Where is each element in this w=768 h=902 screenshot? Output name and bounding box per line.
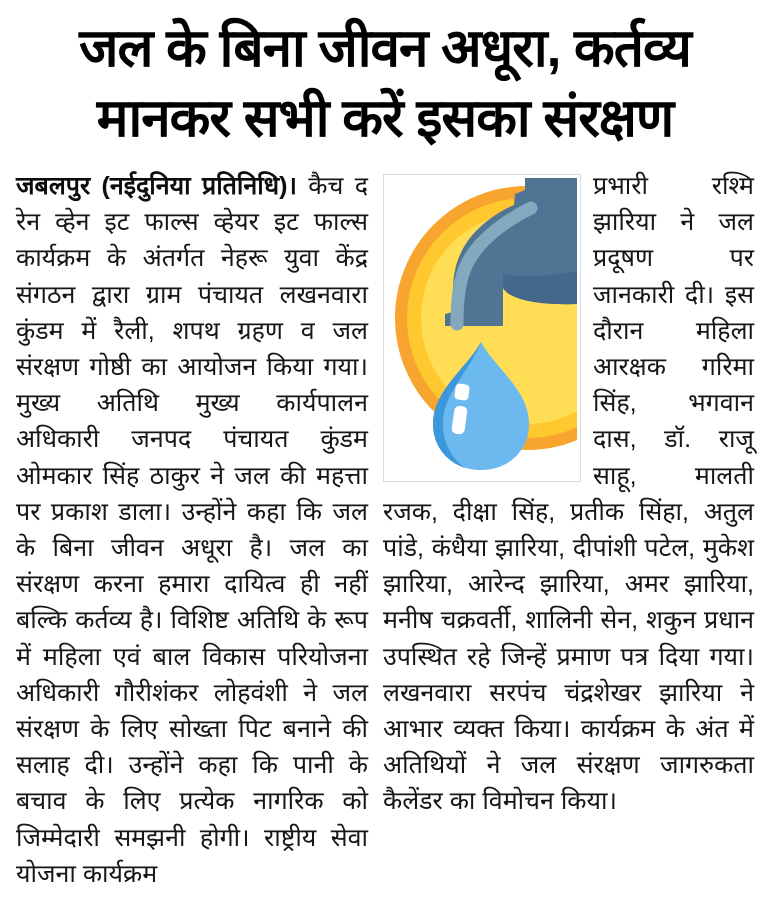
- tap-drop-clipart: [387, 178, 577, 478]
- left-column-paragraph: [16, 168, 368, 892]
- article-body: [16, 168, 754, 892]
- water-tap-photo-frame: [383, 174, 581, 482]
- right-column: [383, 168, 754, 820]
- article-headline: [16, 14, 754, 154]
- drop-highlight-small: [454, 383, 470, 401]
- left-column: [16, 168, 368, 892]
- dateline: जबलपुर (नईदुनिया प्रतिनिधि)।: [16, 171, 297, 200]
- left-column-text: कैच द रेन व्हेन इट फाल्स व्हेयर इट फाल्स कार्यक्रम के अंतर्गत नेहरू युवा केंद्र संगठन द्वारा ग्राम पंचायत लखनवारा कुंडम में रैली, शपथ ग्रहण व जल संरक्षण गोष्ठी का आयोजन किया गया। मुख्य अतिथि मुख्य कार्यपालन अधिकारी जनपद पंचायत कुंडम ओमकार सिंह ठाकुर ने जल की महत्ता पर प्रकाश डाला। उन्होंने कहा कि जल के बिना जीवन अधूरा है। जल का संरक्षण करना हमारा दायित्व ही नहीं बल्कि कर्तव्य है। विशिष्ट अतिथि के रूप में महिला एवं बाल विकास परियोजना अधिकारी गौरीशंकर लोहवंशी ने जल संरक्षण के लिए सोख्ता पिट बनाने की सलाह दी। उन्होंने कहा कि पानी के बचाव के लिए प्रत्येक नागरिक को जिम्मेदारी समझनी होगी। राष्ट्रीय सेवा योजना कार्यक्रम: [16, 171, 368, 888]
- right-column-text: प्रभारी रश्मि झारिया ने जल प्रदूषण पर जानकारी दी। इस दौरान महिला आरक्षक गरिमा सिंह, भगवान दास, डॉ. राजू साहू, मालती रजक, दीक्षा सिंह, प्रतीक सिंहा, अतुल पांडे, कंधैया झारिया, दीपांशी पटेल, मुकेश झारिया, आरेन्द झारिया, अमर झारिया, मनीष चक्रवर्ती, शालिनी सेन, शकुन प्रधान उपस्थित रहे जिन्हें प्रमाण पत्र दिया गया। लखनवारा सरपंच चंद्रशेखर झारिया ने आभार व्यक्त किया। कार्यक्रम के अंत में अतिथियों ने जल संरक्षण जागरुकता कैलेंडर का विमोचन किया।: [383, 171, 754, 816]
- headline-line-2: मानकर सभी करें इसका संरक्षण: [96, 88, 674, 148]
- headline-line-1: जल के बिना जीवन अधूरा, कर्तव्य: [79, 19, 691, 78]
